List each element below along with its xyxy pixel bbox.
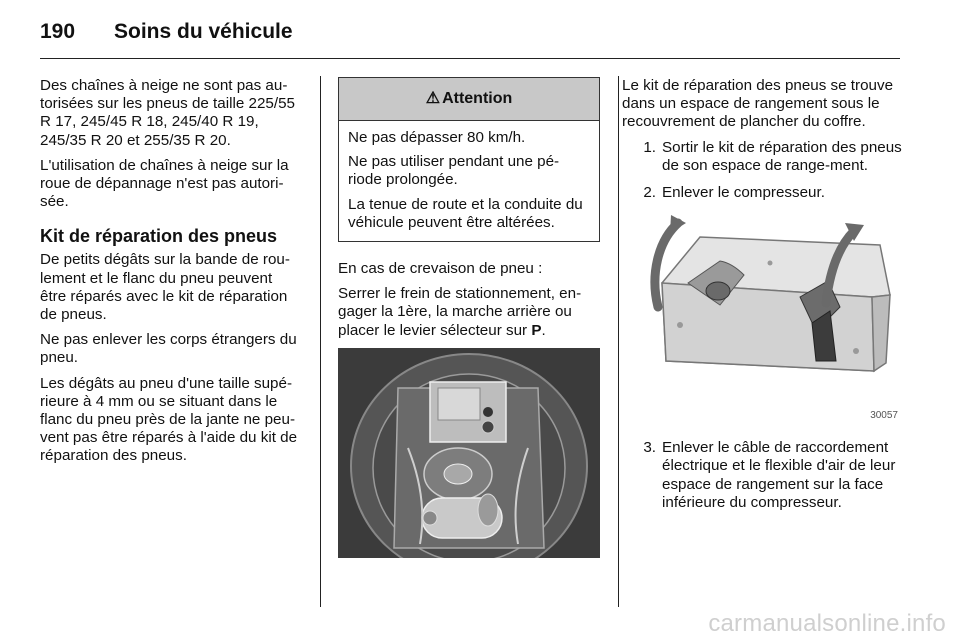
compressor-kit-drawing bbox=[640, 211, 902, 427]
step-text: Sortir le kit de réparation des pneus de son espace de range-ment. bbox=[662, 138, 902, 174]
header-rule bbox=[40, 58, 900, 59]
spare-wheel-well-drawing bbox=[338, 348, 600, 558]
step-number: 2. bbox=[643, 184, 656, 202]
parking-brake-end: . bbox=[541, 321, 546, 339]
puncture-paragraph: En cas de crevaison de pneu : bbox=[338, 260, 543, 278]
attention-line: La tenue de route et la conduite du véhicule peuvent être altérées. bbox=[348, 195, 583, 231]
watermark: carmanualsonline.info bbox=[708, 610, 946, 637]
step-number: 1. bbox=[643, 138, 656, 156]
list-item bbox=[622, 139, 902, 175]
attention-body bbox=[339, 121, 599, 241]
attention-box bbox=[338, 77, 600, 242]
column-3 bbox=[622, 77, 902, 521]
step-number: 3. bbox=[643, 439, 656, 457]
column-1 bbox=[40, 77, 302, 473]
section-heading: Kit de réparation des pneus bbox=[40, 226, 278, 247]
page-number: 190 bbox=[40, 20, 76, 43]
step-text: Enlever le compresseur. bbox=[662, 184, 825, 202]
column-divider-left bbox=[320, 76, 321, 607]
attention-line: Ne pas utiliser pendant une pé-riode prolongée. bbox=[348, 153, 560, 189]
list-item bbox=[622, 184, 902, 202]
kit-location-paragraph: Le kit de réparation des pneus se trouve dans un espace de rangement sous le recouvrement de plancher du coffre. bbox=[622, 77, 894, 131]
steps-list-a bbox=[622, 139, 902, 203]
attention-title: Attention bbox=[442, 89, 513, 107]
damage-limit-paragraph: Les dégâts au pneu d'une taille supé-rieure à 4 mm ou se situant dans le flanc du pneu près de la jante ne peu-vent pas être réparés à l'aide du kit de réparation des pneus. bbox=[40, 374, 298, 465]
column-2 bbox=[338, 77, 600, 558]
warning-triangle-icon: ⚠ bbox=[425, 89, 441, 107]
column-divider-right bbox=[618, 76, 619, 607]
foreign-objects-paragraph: Ne pas enlever les corps étrangers du pneu. bbox=[40, 331, 297, 367]
parking-brake-paragraph bbox=[338, 285, 600, 340]
attention-line: Ne pas dépasser 80 km/h. bbox=[348, 129, 526, 146]
selector-position: P bbox=[531, 321, 542, 339]
page-title: Soins du véhicule bbox=[114, 20, 293, 43]
repair-kit-intro-paragraph: De petits dégâts sur la bande de rou-lement et le flanc du pneu peuvent être réparés avec le kit de réparation de pneus. bbox=[40, 251, 290, 324]
steps-list-b bbox=[622, 439, 902, 512]
attention-header bbox=[339, 78, 599, 121]
figure-code: 30057 bbox=[870, 410, 898, 422]
list-item bbox=[622, 439, 902, 512]
snow-chain-sizes-paragraph: Des chaînes à neige ne sont pas au-torisées sur les pneus de taille 225/55 R 17, 245/45 R 18, 245/40 R 19, 245/35 R 20 et 255/35 R 20. bbox=[40, 77, 295, 149]
parking-brake-text: Serrer le frein de stationnement, en-gager la 1ère, la marche arrière ou placer le levier sélecteur sur bbox=[338, 285, 582, 339]
spare-wheel-well-illustration bbox=[338, 348, 600, 558]
snow-chain-spare-paragraph: L'utilisation de chaînes à neige sur la roue de dépannage n'est pas autori-sée. bbox=[40, 156, 289, 211]
page-header bbox=[40, 14, 293, 50]
compressor-kit-illustration bbox=[640, 211, 902, 427]
step-text: Enlever le câble de raccordement électrique et le flexible d'air de leur espace de rangement sur la face inférieure du compresseur. bbox=[662, 439, 896, 511]
